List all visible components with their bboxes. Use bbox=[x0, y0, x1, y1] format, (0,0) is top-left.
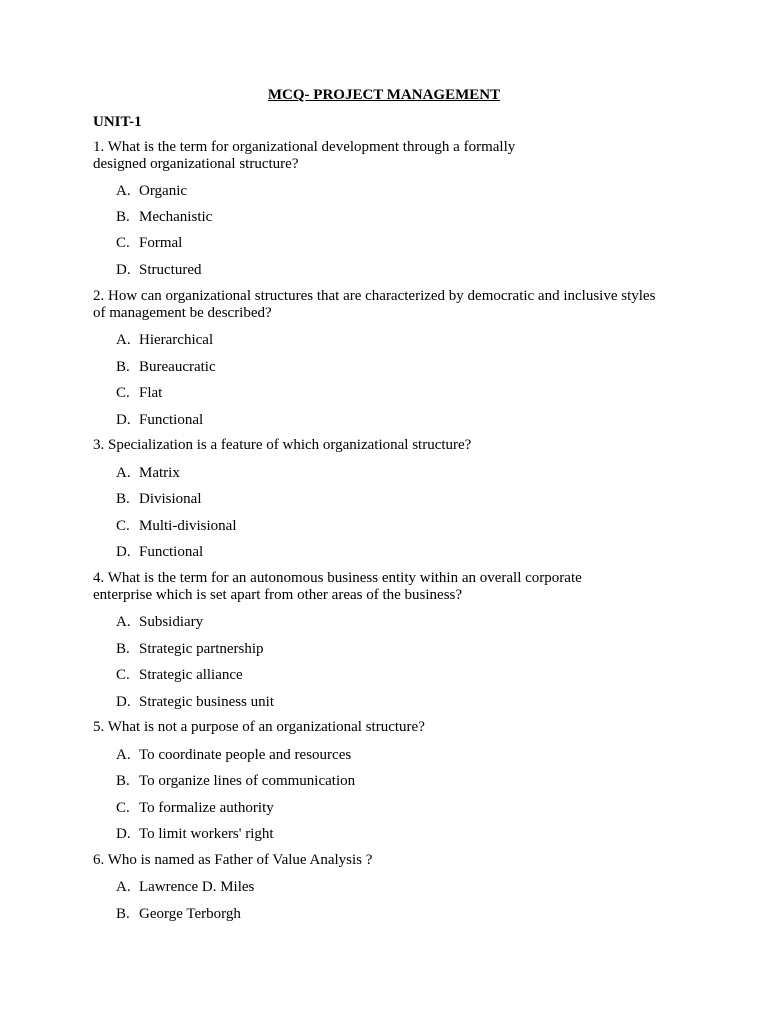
option-text: Hierarchical bbox=[139, 332, 214, 348]
option-letter: B. bbox=[116, 359, 130, 375]
option-letter: A. bbox=[116, 183, 131, 199]
option-text: Strategic business unit bbox=[139, 694, 274, 710]
option-letter: C. bbox=[116, 667, 130, 683]
question-2-option-b bbox=[116, 358, 216, 376]
question-5-text: 5. What is not a purpose of an organizational structure? bbox=[93, 719, 425, 735]
option-letter: D. bbox=[116, 694, 131, 710]
question-1-option-b bbox=[116, 208, 212, 226]
option-text: Multi-divisional bbox=[139, 518, 237, 534]
option-text: To formalize authority bbox=[139, 800, 274, 816]
question-5-option-d bbox=[116, 825, 274, 843]
option-letter: A. bbox=[116, 332, 131, 348]
option-letter: D. bbox=[116, 412, 131, 428]
option-letter: D. bbox=[116, 544, 131, 560]
question-4-text: 4. What is the term for an autonomous business entity within an overall corporate enterprise which is set apart from other areas of the business? bbox=[93, 570, 582, 603]
option-letter: B. bbox=[116, 209, 130, 225]
option-letter: C. bbox=[116, 800, 130, 816]
unit-heading: UNIT-1 bbox=[93, 114, 142, 130]
question-3-option-d bbox=[116, 543, 203, 561]
option-text: Structured bbox=[139, 262, 202, 278]
option-letter: C. bbox=[116, 385, 130, 401]
question-2-option-d bbox=[116, 411, 203, 429]
option-text: Bureaucratic bbox=[139, 359, 216, 375]
question-4-option-a bbox=[116, 613, 203, 631]
option-text: Divisional bbox=[139, 491, 202, 507]
option-text: Lawrence D. Miles bbox=[139, 879, 255, 895]
question-5-option-a bbox=[116, 746, 351, 764]
question-3-option-c bbox=[116, 517, 237, 535]
option-text: To coordinate people and resources bbox=[139, 747, 352, 763]
question-3-text: 3. Specialization is a feature of which organizational structure? bbox=[93, 437, 472, 453]
option-letter: A. bbox=[116, 465, 131, 481]
question-1-text: 1. What is the term for organizational development through a formally designed organizational structure? bbox=[93, 139, 516, 172]
option-text: Functional bbox=[139, 544, 204, 560]
option-letter: A. bbox=[116, 747, 131, 763]
question-5-option-b bbox=[116, 772, 355, 790]
question-5-option-c bbox=[116, 799, 274, 817]
question-3-option-a bbox=[116, 464, 180, 482]
option-letter: A. bbox=[116, 879, 131, 895]
option-text: Flat bbox=[139, 385, 163, 401]
option-letter: B. bbox=[116, 773, 130, 789]
option-text: George Terborgh bbox=[139, 906, 241, 922]
option-text: Organic bbox=[139, 183, 188, 199]
option-text: Mechanistic bbox=[139, 209, 213, 225]
question-4-option-d bbox=[116, 693, 274, 711]
option-letter: B. bbox=[116, 491, 130, 507]
option-text: Subsidiary bbox=[139, 614, 204, 630]
option-letter: D. bbox=[116, 262, 131, 278]
option-letter: B. bbox=[116, 906, 130, 922]
question-1-option-c bbox=[116, 234, 182, 252]
question-1-option-d bbox=[116, 261, 201, 279]
option-text: Strategic alliance bbox=[139, 667, 243, 683]
option-text: Functional bbox=[139, 412, 204, 428]
option-letter: B. bbox=[116, 641, 130, 657]
question-3-option-b bbox=[116, 490, 202, 508]
option-letter: C. bbox=[116, 518, 130, 534]
question-4-option-c bbox=[116, 666, 243, 684]
option-text: Matrix bbox=[139, 465, 180, 481]
option-text: To limit workers' right bbox=[139, 826, 274, 842]
question-2-option-c bbox=[116, 384, 162, 402]
option-letter: C. bbox=[116, 235, 130, 251]
document-title: MCQ- PROJECT MANAGEMENT bbox=[267, 87, 501, 103]
question-2-text: 2. How can organizational structures that are characterized by democratic and inclusive styles of management be described? bbox=[93, 288, 656, 321]
option-text: Formal bbox=[139, 235, 183, 251]
question-1-option-a bbox=[116, 182, 187, 200]
question-2-option-a bbox=[116, 331, 213, 349]
option-text: Strategic partnership bbox=[139, 641, 264, 657]
option-text: To organize lines of communication bbox=[139, 773, 356, 789]
question-4-option-b bbox=[116, 640, 264, 658]
option-letter: D. bbox=[116, 826, 131, 842]
option-letter: A. bbox=[116, 614, 131, 630]
question-6-option-b bbox=[116, 905, 241, 923]
question-6-option-a bbox=[116, 878, 254, 896]
question-6-text: 6. Who is named as Father of Value Analysis ? bbox=[93, 852, 373, 868]
